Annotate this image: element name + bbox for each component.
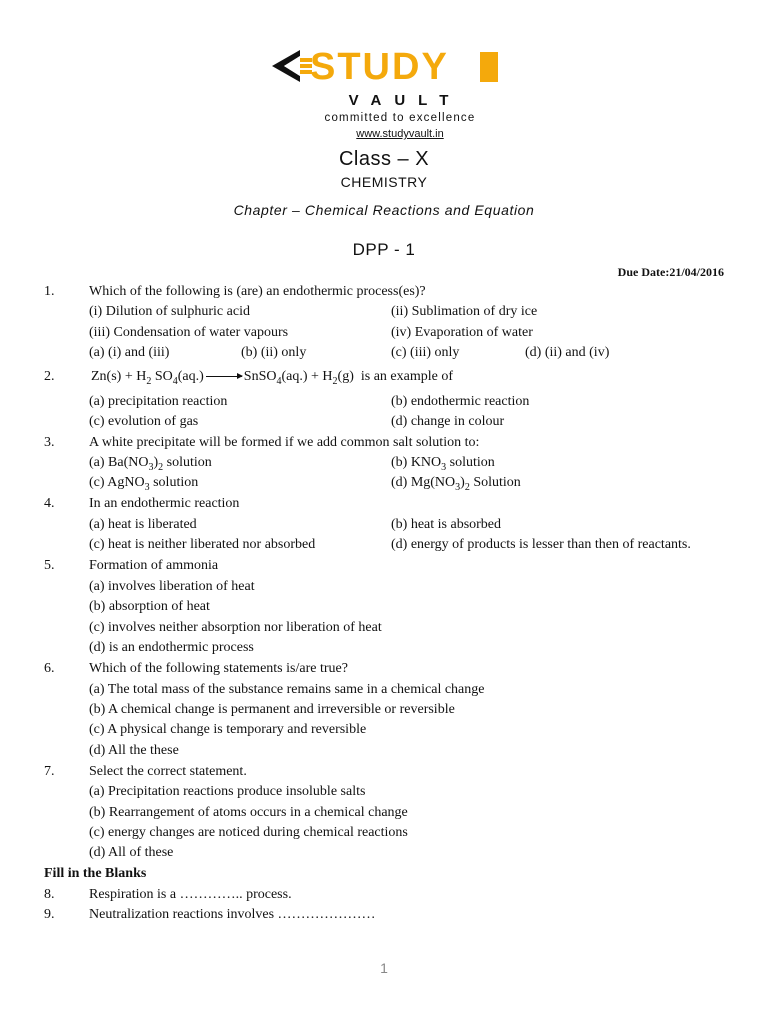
q1-option-b: (b) (ii) only	[241, 345, 307, 360]
logo-url[interactable]: www.studyvault.in	[356, 128, 444, 140]
q7-text: Select the correct statement.	[89, 764, 247, 779]
due-date: Due Date:21/04/2016	[617, 265, 724, 279]
q6-option-a: (a) The total mass of the substance remains same in a chemical change	[89, 682, 485, 697]
q2-option-a: (a) precipitation reaction	[89, 394, 228, 409]
q1-text: Which of the following is (are) an endothermic process(es)?	[89, 284, 426, 299]
q3-option-d: (d) $Mg(NO_3)_2$ Solution	[391, 475, 521, 493]
q6-option-b: (b) A chemical change is permanent and irreversible or reversible	[89, 702, 455, 717]
q1-option-c: (c) (iii) only	[391, 345, 460, 360]
q7-option-a: (a) Precipitation reactions produce insoluble salts	[89, 784, 366, 799]
q4-option-b: (b) heat is absorbed	[391, 517, 502, 532]
q1-statement-iv: (iv) Evaporation of water	[391, 325, 533, 340]
q4-number: 4.	[44, 496, 55, 511]
q2-option-b: (b) endothermic reaction	[391, 394, 530, 409]
page-number: 1	[380, 960, 388, 976]
q3-number: 3.	[44, 435, 55, 450]
q5-text: Formation of ammonia	[89, 558, 219, 573]
q6-option-d: (d) All the these	[89, 743, 179, 758]
q4-option-d: (d) energy of products is lesser than then of reactants.	[391, 537, 691, 552]
q4-option-a: (a) heat is liberated	[89, 517, 197, 532]
q3-text: A white precipitate will be formed if we add common salt solution to:	[89, 435, 480, 450]
q8-text: Respiration is a ………….. process.	[89, 887, 292, 902]
q7-number: 7.	[44, 764, 55, 779]
class-title: Class – X	[338, 148, 430, 170]
q4-option-c: (c) heat is neither liberated nor absorbed	[89, 537, 316, 552]
q3-option-a: (a) $Ba(NO_3)_2$ solution	[89, 455, 212, 473]
q3-option-b: (b) $KNO_3$ solution	[391, 455, 495, 473]
fill-blanks-heading: Fill in the Blanks	[44, 866, 147, 881]
q6-option-c: (c) A physical change is temporary and reversible	[89, 722, 367, 737]
studyvault-logo	[270, 40, 502, 140]
q7-option-c: (c) energy changes are noticed during chemical reactions	[89, 825, 408, 840]
subject-title: CHEMISTRY	[340, 174, 428, 190]
reaction-arrow-icon	[206, 376, 242, 377]
q1-statement-ii: (ii) Sublimation of dry ice	[391, 304, 538, 319]
logo-tagline: committed to excellence	[324, 112, 476, 124]
q1-number: 1.	[44, 284, 55, 299]
pencil-arrow-icon	[270, 44, 314, 88]
q5-option-a: (a) involves liberation of heat	[89, 579, 255, 594]
logo-brand-secondary: VAULT	[348, 92, 462, 109]
q9-text: Neutralization reactions involves …………………	[89, 907, 376, 922]
chapter-title: Chapter – Chemical Reactions and Equation	[233, 202, 535, 218]
q1-statement-iii: (iii) Condensation of water vapours	[89, 325, 289, 340]
q5-number: 5.	[44, 558, 55, 573]
q1-option-d: (d) (ii) and (iv)	[525, 345, 610, 360]
q9-number: 9.	[44, 907, 55, 922]
q1-option-a: (a) (i) and (iii)	[89, 345, 170, 360]
q2-equation: $Zn(s) + H_2$ $SO_4(aq.)$ SnSO$_4$(aq.) + $H_2(g)$ is an example of	[91, 369, 453, 387]
q6-number: 6.	[44, 661, 55, 676]
q7-option-d: (d) All of these	[89, 845, 174, 860]
q2-number: 2.	[44, 369, 55, 384]
q1-statement-i: (i) Dilution of sulphuric acid	[89, 304, 250, 319]
dpp-title: DPP - 1	[352, 240, 416, 259]
q5-option-c: (c) involves neither absorption nor liberation of heat	[89, 620, 382, 635]
q2-option-d: (d) change in colour	[391, 414, 505, 429]
logo-brand: STUDY	[310, 46, 449, 88]
q5-option-b: (b) absorption of heat	[89, 599, 210, 614]
q5-option-d: (d) is an endothermic process	[89, 640, 254, 655]
q3-option-c: (c) AgNO$_3$ solution	[89, 475, 199, 493]
q8-number: 8.	[44, 887, 55, 902]
q4-text: In an endothermic reaction	[89, 496, 240, 511]
q6-text: Which of the following statements is/are true?	[89, 661, 348, 676]
logo-accent-bar	[480, 52, 498, 82]
q2-option-c: (c) evolution of gas	[89, 414, 199, 429]
q7-option-b: (b) Rearrangement of atoms occurs in a chemical change	[89, 805, 408, 820]
